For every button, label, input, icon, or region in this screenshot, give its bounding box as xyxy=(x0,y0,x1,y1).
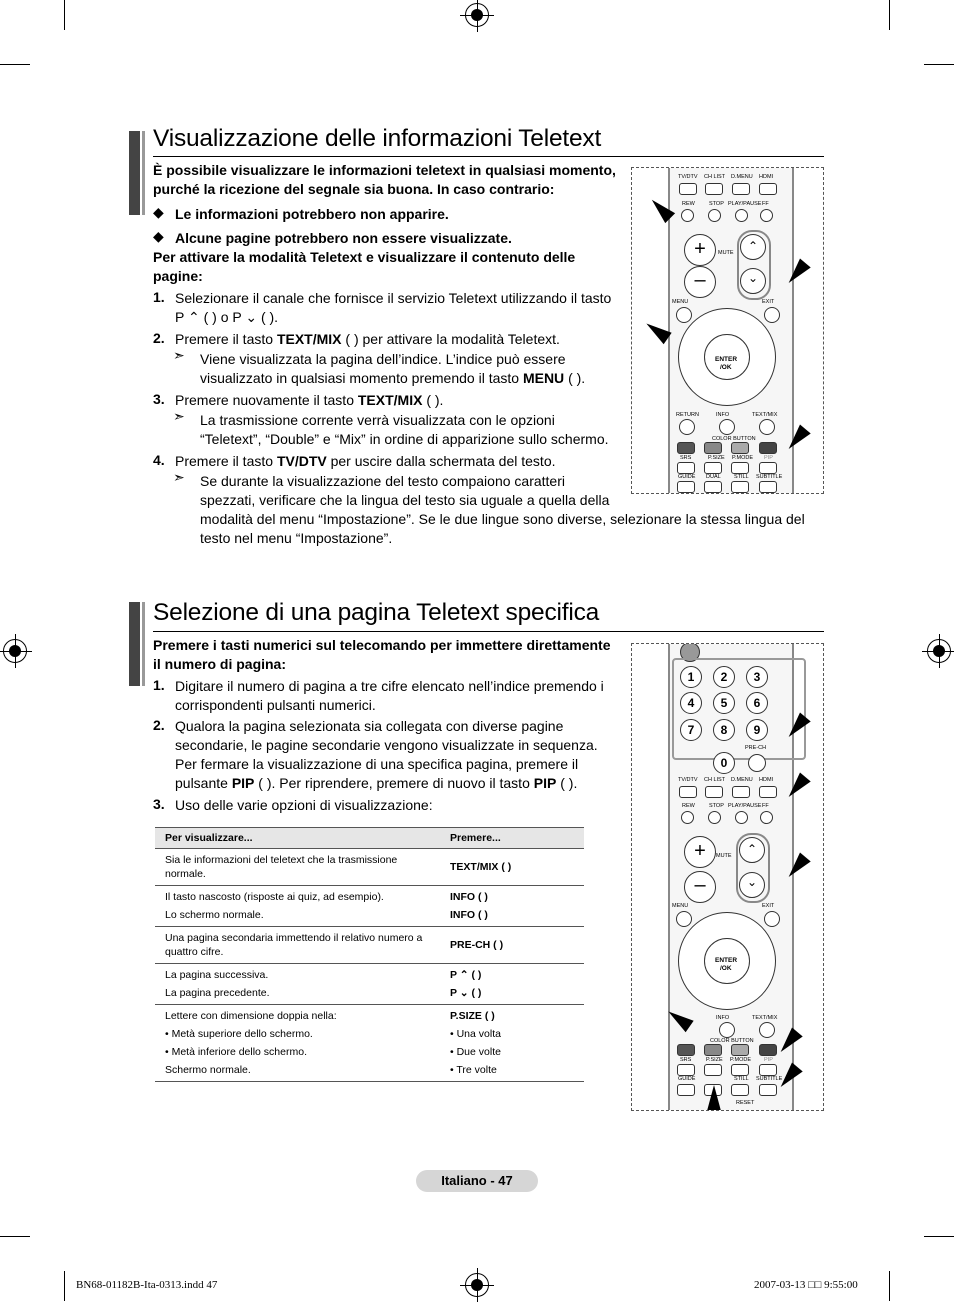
note-text: visualizzato in qualsiasi momento premendo il tasto MENU ( ). xyxy=(200,370,586,386)
digit-button: 2 xyxy=(713,666,735,688)
step-text: Uso delle varie opzioni di visualizzazione: xyxy=(175,797,433,813)
note-text: modalità del menu “Impostazione”. Se le due lingue sono diverse, selezionare la stessa lingua del xyxy=(200,511,805,527)
remote-label: FF xyxy=(762,201,769,207)
remote-label: DUAL xyxy=(706,474,721,480)
note-arrow-icon: ➣ xyxy=(173,347,185,363)
rew-button xyxy=(681,811,694,824)
table-row xyxy=(155,886,584,927)
digit-button: 0 xyxy=(713,752,735,774)
guide-button xyxy=(677,1084,695,1096)
table-cell: P ⌃ ( ) P ⌄ ( ) xyxy=(440,964,584,1005)
remote-label: MENU xyxy=(672,903,689,909)
return-button xyxy=(679,419,695,435)
step-number: 3. xyxy=(153,796,165,812)
table-header xyxy=(155,828,584,849)
remote-label: REW xyxy=(682,201,695,207)
note-text: “Teletext”, “Double” e “Mix” in ordine di apparizione sullo schermo. xyxy=(200,431,609,447)
volume-up-icon: + xyxy=(684,234,716,266)
remote-label: SRS xyxy=(680,455,692,461)
green-button xyxy=(704,442,722,454)
section-bar xyxy=(142,131,145,215)
activate-text: Per attivare la modalità Teletext e visualizzare il contenuto delle xyxy=(153,249,576,265)
digit-button: 8 xyxy=(713,719,735,741)
menu-button xyxy=(676,911,692,927)
dual-button xyxy=(704,481,722,493)
note-arrow-icon: ➣ xyxy=(173,469,185,485)
subtitle-button xyxy=(759,1084,777,1096)
table-row xyxy=(155,927,584,964)
remote-label: PIP xyxy=(764,455,773,461)
intro-text: È possibile visualizzare le informazioni teletext in qualsiasi momento, xyxy=(153,162,616,178)
remote-label: GUIDE xyxy=(678,474,696,480)
chlist-button xyxy=(705,786,723,798)
info-button xyxy=(719,419,735,435)
yellow-button xyxy=(731,442,749,454)
remote-label: SRS xyxy=(680,1057,692,1063)
remote-label: SUBTITLE xyxy=(756,474,783,480)
page-number-badge: Italiano - 47 xyxy=(416,1170,538,1192)
activate-text: pagine: xyxy=(153,268,203,284)
ff-button xyxy=(760,811,773,824)
remote-label: COLOR BUTTON xyxy=(710,1038,754,1044)
exit-button xyxy=(764,307,780,323)
title-rule xyxy=(153,631,824,632)
crop-mark xyxy=(924,64,954,65)
volume-down-icon: – xyxy=(684,266,716,298)
note-text: La trasmissione corrente verrà visualizzata con le opzioni xyxy=(200,412,555,428)
remote-label: PIP xyxy=(764,1057,773,1063)
table-cell: INFO ( ) INFO ( ) xyxy=(440,886,584,927)
crop-mark xyxy=(64,0,65,30)
remote-label: D.MENU xyxy=(731,174,753,180)
title-rule xyxy=(153,156,824,157)
step-text: Digitare il numero di pagina a tre cifre elencato nell’indice premendo i xyxy=(175,678,604,694)
table-cell: Il tasto nascosto (risposte ai quiz, ad esempio). Lo schermo normale. xyxy=(155,886,440,927)
blue-button xyxy=(759,442,777,454)
psize-button xyxy=(704,1064,722,1076)
channel-down-icon: ⌄ xyxy=(740,268,766,294)
remote-label: HDMI xyxy=(759,174,774,180)
remote-label: COLOR BUTTON xyxy=(712,436,756,442)
step-text: Premere nuovamente il tasto TEXT/MIX ( ). xyxy=(175,392,444,408)
remote-illustration xyxy=(631,643,824,1111)
step-text: Premere il tasto TV/DTV per uscire dalla schermata del testo. xyxy=(175,453,556,469)
step-number: 1. xyxy=(153,289,165,305)
digit-button: 7 xyxy=(680,719,702,741)
remote-label: ENTER xyxy=(715,957,738,964)
still-button xyxy=(731,1084,749,1096)
options-table xyxy=(155,827,584,1082)
pointer-arrow-icon xyxy=(707,1085,721,1111)
step-text: Qualora la pagina selezionata sia collegata con diverse pagine xyxy=(175,718,564,734)
digit-button: 9 xyxy=(746,719,768,741)
remote-label: MENU xyxy=(672,299,689,305)
table-header-cell: Premere... xyxy=(440,828,584,849)
remote-label: EXIT xyxy=(762,299,775,305)
step-text: pulsante PIP ( ). Per riprendere, premere di nuovo il tasto PIP ( ). xyxy=(175,775,578,791)
table-cell: Sia le informazioni del teletext che la trasmissione normale. xyxy=(155,849,440,886)
remote-label: PLAY/PAUSE xyxy=(728,201,762,207)
step-number: 3. xyxy=(153,391,165,407)
ff-button xyxy=(760,209,773,222)
remote-label: PRE-CH xyxy=(745,745,767,751)
note-arrow-icon: ➣ xyxy=(173,408,185,424)
dmenu-button xyxy=(732,183,750,195)
remote-label: D.MENU xyxy=(731,777,753,783)
textmix-button xyxy=(759,419,775,435)
prech-button xyxy=(748,754,766,772)
note-text: Se durante la visualizzazione del testo compaiono caratteri xyxy=(200,473,565,489)
hdmi-button xyxy=(759,183,777,195)
srs-button xyxy=(677,1064,695,1076)
remote-label: /OK xyxy=(720,965,732,972)
crop-mark xyxy=(64,1271,65,1301)
remote-label: TV/DTV xyxy=(678,174,698,180)
yellow-button xyxy=(731,1044,749,1056)
section2-title: Selezione di una pagina Teletext specifica xyxy=(153,599,600,626)
registration-mark-icon xyxy=(3,639,27,663)
bullet-text: Alcune pagine potrebbero non essere visualizzate. xyxy=(175,230,512,246)
table-cell: P.SIZE ( ) • Una volta • Due volte • Tre volte xyxy=(440,1005,584,1082)
remote-label: INFO xyxy=(716,1015,730,1021)
section-bar xyxy=(129,602,140,686)
table-cell: La pagina successiva. La pagina precedente. xyxy=(155,964,440,1005)
remote-label: TEXT/MIX xyxy=(752,412,778,418)
remote-label: RESET xyxy=(736,1100,755,1106)
crop-mark xyxy=(0,64,30,65)
registration-mark-icon xyxy=(927,639,951,663)
step-text: Premere il tasto TEXT/MIX ( ) per attivare la modalità Teletext. xyxy=(175,331,560,347)
still-button xyxy=(731,481,749,493)
rew-button xyxy=(681,209,694,222)
chlist-button xyxy=(705,183,723,195)
remote-label: STILL xyxy=(734,474,749,480)
table-cell: TEXT/MIX ( ) xyxy=(440,849,584,886)
remote-label: P.MODE xyxy=(730,1057,751,1063)
pip-button xyxy=(759,1064,777,1076)
note-text: Viene visualizzata la pagina dell’indice. L’indice può essere xyxy=(200,351,566,367)
pip-button xyxy=(759,462,777,474)
crop-mark xyxy=(924,1236,954,1237)
remote-label: CH LIST xyxy=(704,777,726,783)
channel-up-icon: ⌃ xyxy=(739,837,765,863)
remote-label: TV/DTV xyxy=(678,777,698,783)
pmode-button xyxy=(731,1064,749,1076)
channel-down-icon: ⌄ xyxy=(739,872,765,898)
section1-title: Visualizzazione delle informazioni Teletext xyxy=(153,125,602,152)
step-text: secondarie, le pagine secondarie vengono visualizzate in sequenza. xyxy=(175,737,598,753)
digit-button: 5 xyxy=(713,692,735,714)
digit-button: 3 xyxy=(746,666,768,688)
intro-text: Premere i tasti numerici sul telecomando per immettere direttamente xyxy=(153,637,611,653)
step-number: 1. xyxy=(153,677,165,693)
step-number: 2. xyxy=(153,717,165,733)
remote-label: /OK xyxy=(720,364,732,371)
digit-button: 6 xyxy=(746,692,768,714)
textmix-button xyxy=(759,1022,775,1038)
table-cell: Lettere con dimensione doppia nella: • Metà superiore dello schermo. • Metà inferiore dello schermo. Schermo normale. xyxy=(155,1005,440,1082)
blue-button xyxy=(759,1044,777,1056)
remote-label: ENTER xyxy=(715,356,738,363)
table-cell: PRE-CH ( ) xyxy=(440,927,584,964)
step-number: 4. xyxy=(153,452,165,468)
digit-button: 1 xyxy=(680,666,702,688)
subtitle-button xyxy=(759,481,777,493)
registration-mark-icon xyxy=(465,3,489,27)
step-number: 2. xyxy=(153,330,165,346)
step-text: P ⌃ ( ) o P ⌄ ( ). xyxy=(175,309,279,325)
remote-label: TEXT/MIX xyxy=(752,1015,778,1021)
pmode-button xyxy=(731,462,749,474)
tvdtv-button xyxy=(679,786,697,798)
table-header-cell: Per visualizzare... xyxy=(155,828,440,849)
remote-label: P.MODE xyxy=(732,455,753,461)
step-text: Per fermare la visualizzazione di una specifica pagina, premere il xyxy=(175,756,579,772)
intro-text: purché la ricezione del segnale sia buona. In caso contrario: xyxy=(153,181,555,197)
menu-button xyxy=(676,307,692,323)
remote-label: CH LIST xyxy=(704,174,726,180)
remote-illustration xyxy=(631,167,824,494)
remote-label: STOP xyxy=(709,803,724,809)
remote-label: REW xyxy=(682,803,695,809)
remote-label: MUTE xyxy=(718,250,734,256)
remote-label: MUTE xyxy=(716,853,732,859)
remote-label: P.SIZE xyxy=(706,1057,723,1063)
step-text: Selezionare il canale che fornisce il servizio Teletext utilizzando il tasto xyxy=(175,290,612,306)
green-button xyxy=(704,1044,722,1056)
remote-label: RETURN xyxy=(676,412,699,418)
remote-label: FF xyxy=(762,803,769,809)
srs-button xyxy=(677,462,695,474)
remote-label: HDMI xyxy=(759,777,774,783)
psize-button xyxy=(704,462,722,474)
dmenu-button xyxy=(732,786,750,798)
diamond-bullet-icon: ◆ xyxy=(153,204,164,220)
play-button xyxy=(735,209,748,222)
table-row xyxy=(155,849,584,886)
registration-mark-icon xyxy=(465,1273,489,1297)
red-button xyxy=(677,1044,695,1056)
table-cell: Una pagina secondaria immettendo il relativo numero a quattro cifre. xyxy=(155,927,440,964)
section-bar xyxy=(129,131,140,215)
table-row xyxy=(155,964,584,1005)
volume-down-icon: – xyxy=(684,871,716,903)
info-button xyxy=(719,1022,735,1038)
crop-mark xyxy=(889,0,890,30)
intro-text: il numero di pagina: xyxy=(153,656,287,672)
red-button xyxy=(677,442,695,454)
remote-label: STOP xyxy=(709,201,724,207)
table-row xyxy=(155,1005,584,1082)
digit-button: 4 xyxy=(680,692,702,714)
step-text: corrispondenti pulsanti numerici. xyxy=(175,697,376,713)
section-bar xyxy=(142,602,145,686)
stop-button xyxy=(708,811,721,824)
remote-label: P.SIZE xyxy=(708,455,725,461)
volume-up-icon: + xyxy=(684,836,716,868)
remote-label: PLAY/PAUSE xyxy=(728,803,762,809)
tvdtv-button xyxy=(679,183,697,195)
footer-date: 2007-03-13 □□ 9:55:00 xyxy=(754,1279,858,1291)
remote-label: INFO xyxy=(716,412,730,418)
remote-label: GUIDE xyxy=(678,1076,696,1082)
stop-button xyxy=(708,209,721,222)
play-button xyxy=(735,811,748,824)
exit-button xyxy=(764,911,780,927)
footer-file: BN68-01182B-Ita-0313.indd 47 xyxy=(76,1279,218,1291)
channel-up-icon: ⌃ xyxy=(740,234,766,260)
remote-label: EXIT xyxy=(762,903,775,909)
crop-mark xyxy=(889,1271,890,1301)
guide-button xyxy=(677,481,695,493)
hdmi-button xyxy=(759,786,777,798)
bullet-text: Le informazioni potrebbero non apparire. xyxy=(175,206,449,222)
remote-label: SUBTITLE xyxy=(756,1076,783,1082)
diamond-bullet-icon: ◆ xyxy=(153,228,164,244)
note-text: spezzati, verificare che la lingua del testo sia uguale a quella della xyxy=(200,492,610,508)
crop-mark xyxy=(0,1236,30,1237)
note-text: testo nel menu “Impostazione”. xyxy=(200,530,393,546)
remote-label: STILL xyxy=(734,1076,749,1082)
